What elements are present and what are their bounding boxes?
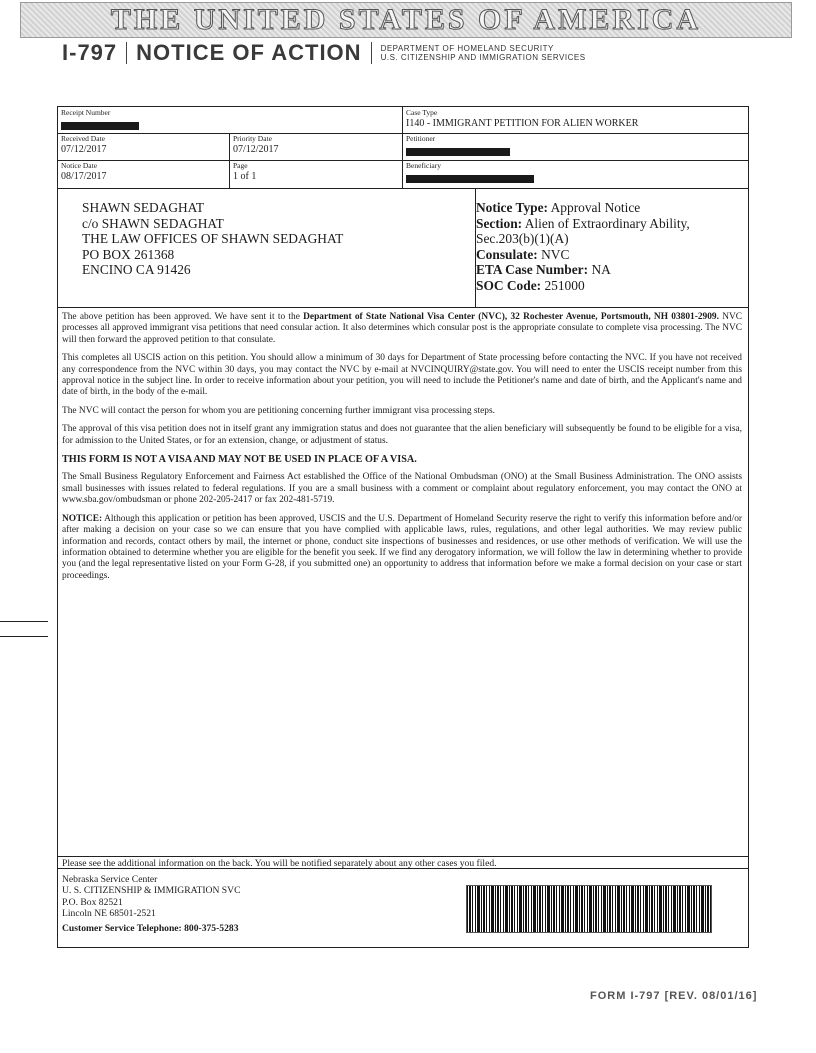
soc-label: SOC Code: <box>476 277 542 293</box>
banner-text: THE UNITED STATES OF AMERICA <box>110 3 702 36</box>
notice-box <box>57 106 749 948</box>
eta-label: ETA Case Number: <box>476 262 589 278</box>
address-block <box>58 188 748 308</box>
receipt-number-label: Receipt Number <box>61 108 111 117</box>
paragraph-text: NVC processes all approved immigrant visa petitions that need consular action. It also determines which consular post is the appropriate consulate to complete visa processing. The NVC will then forward the approved petition to that consulate. <box>62 312 742 345</box>
notice-type-value: Approval Notice <box>550 200 641 215</box>
beneficiary-label: Beneficiary <box>406 161 441 170</box>
paragraph: The approval of this visa petition does not in itself grant any immigration status and does not guarantee that the alien beneficiary will subsequently be found to be eligible for a visa, for admission to the United States, or for an extension, change, or adjustment of status. <box>62 424 742 446</box>
notice-body <box>62 312 742 589</box>
section-label: Section: <box>476 215 523 231</box>
paragraph-text: The above petition has been approved. We have sent it to the <box>62 312 304 322</box>
service-center-address <box>62 874 240 934</box>
address-line: ENCINO CA 91426 <box>82 262 191 278</box>
consulate-row <box>476 247 690 263</box>
priority-date-label: Priority Date <box>233 134 272 143</box>
page-label: Page <box>233 161 248 170</box>
margin-line <box>0 636 48 637</box>
agency-line-1: DEPARTMENT OF HOMELAND SECURITY <box>380 44 554 53</box>
customer-service-phone: Customer Service Telephone: 800-375-5283 <box>62 922 239 934</box>
redaction-bar <box>61 122 139 130</box>
consulate-label: Consulate: <box>476 246 538 262</box>
petitioner-label: Petitioner <box>406 134 436 143</box>
agency-line-2: U.S. CITIZENSHIP AND IMMIGRATION SERVICES <box>380 53 586 62</box>
beneficiary-cell <box>403 160 748 188</box>
page-value: 1 of 1 <box>233 171 257 182</box>
form-title: NOTICE OF ACTION <box>136 40 362 65</box>
paragraph <box>62 514 742 582</box>
paragraph: This completes all USCIS action on this petition. You should allow a minimum of 30 days for Department of State processing before contacting the NVC. If you have not received any correspondence from the NVC within 30 days, you may contact the NVC by e-mail at NVCINQUIRY@state.gov. You will need to enter the USCIS receipt number from this approval notice in the subject line. In order to receive information about your petition, you will need to include the Petitioner's name and date of birth, and the Applicant's name and date of birth, in the body of the e-mail. <box>62 353 742 398</box>
notice-date-cell <box>58 160 230 188</box>
address-line: SHAWN SEDAGHAT <box>82 200 205 215</box>
service-center-line: Nebraska Service Center <box>62 874 158 885</box>
info-row-1 <box>58 107 748 134</box>
service-center-line: P.O. Box 82521 <box>62 896 123 908</box>
receipt-number-cell <box>58 107 403 133</box>
agency-name <box>381 44 586 62</box>
redaction-bar <box>406 175 534 183</box>
notice-date-label: Notice Date <box>61 161 98 170</box>
petitioner-cell <box>403 133 748 160</box>
case-type-label: Case Type <box>406 108 438 117</box>
notice-type-row <box>476 200 690 216</box>
service-center-line: Lincoln NE 68501-2521 <box>62 908 156 920</box>
margin-line <box>0 621 48 622</box>
paragraph <box>62 312 742 346</box>
form-id: I-797 <box>62 40 118 65</box>
notice-date-value: 08/17/2017 <box>61 171 107 182</box>
paragraph: The NVC will contact the person for whom you are petitioning concerning further immigrant visa processing steps. <box>62 405 495 416</box>
side-margin-lines <box>0 621 48 651</box>
page-cell <box>230 160 403 188</box>
nvc-address: Department of State National Visa Center (NVC), 32 Rochester Avenue, Portsmouth, NH 03801-2909. <box>303 312 719 322</box>
priority-date-cell <box>230 133 403 160</box>
mailing-address <box>58 188 476 307</box>
paragraph-text: Although this application or petition has been approved, USCIS and the U.S. Department of Homeland Security reserve the right to verify this information before and/or after making a decision on your case so we can ensure that you have complied with applicable laws, rules, regulations, and other legal authorities. We may review public information and records, contact others by mail, the internet or phone, conduct site inspections of businesses and residences, or use other methods of verification. We will use the information obtained to determine whether you are eligible for the benefit you seek. If we find any derogatory information, we will follow the law in determining whether to provide you (and the legal representative listed on your Form G-28, if you submitted one) an opportunity to address that information before we make a formal decision on your case or start proceedings. <box>62 513 742 581</box>
address-line: c/o SHAWN SEDAGHAT <box>82 215 224 231</box>
form-heading <box>62 40 586 66</box>
received-date-cell <box>58 133 230 160</box>
form-revision: FORM I-797 [REV. 08/01/16] <box>590 990 758 1002</box>
not-a-visa-warning: THIS FORM IS NOT A VISA AND MAY NOT BE USED IN PLACE OF A VISA. <box>62 454 417 466</box>
address-line: PO BOX 261368 <box>82 246 175 262</box>
case-type-cell <box>403 107 748 133</box>
section-value: Alien of Extraordinary Ability, <box>524 215 690 231</box>
received-date-label: Received Date <box>61 134 105 143</box>
soc-value: 251000 <box>544 277 585 293</box>
section-row <box>476 216 690 232</box>
notice-type-label: Notice Type: <box>476 200 549 215</box>
paragraph: The Small Business Regulatory Enforcement and Fairness Act established the Office of the National Ombudsman (ONO) at the Small Business Administration. The ONO assists small businesses with issues related to federal regulations. If you are a small business with a comment or complaint about regulatory enforcement, you may contact the ONO at www.sba.gov/ombudsman or phone 202-205-2417 or fax 202-481-5719. <box>62 472 742 506</box>
service-center-line: U. S. CITIZENSHIP & IMMIGRATION SVC <box>62 885 241 897</box>
priority-date-value: 07/12/2017 <box>233 144 279 155</box>
heading-divider <box>126 42 127 64</box>
received-date-value: 07/12/2017 <box>61 144 107 155</box>
section-row-cont: Sec.203(b)(1)(A) <box>476 231 569 247</box>
barcode-image <box>466 885 712 933</box>
heading-divider <box>371 42 372 64</box>
back-page-note: Please see the additional information on the back. You will be notified separately about any other cases you filed. <box>58 856 748 869</box>
info-row-3 <box>58 160 748 189</box>
info-row-2 <box>58 133 748 161</box>
soc-row <box>476 278 690 294</box>
notice-info <box>476 200 690 294</box>
redaction-bar <box>406 148 510 156</box>
eta-row <box>476 262 690 278</box>
address-line: THE LAW OFFICES OF SHAWN SEDAGHAT <box>82 231 344 247</box>
header-banner <box>20 2 792 38</box>
consulate-value: NVC <box>541 246 570 262</box>
eta-value: NA <box>591 262 611 278</box>
notice-label: NOTICE: <box>62 513 103 524</box>
address-lines <box>82 200 343 278</box>
case-type-value: I140 - IMMIGRANT PETITION FOR ALIEN WORKER <box>406 118 639 129</box>
